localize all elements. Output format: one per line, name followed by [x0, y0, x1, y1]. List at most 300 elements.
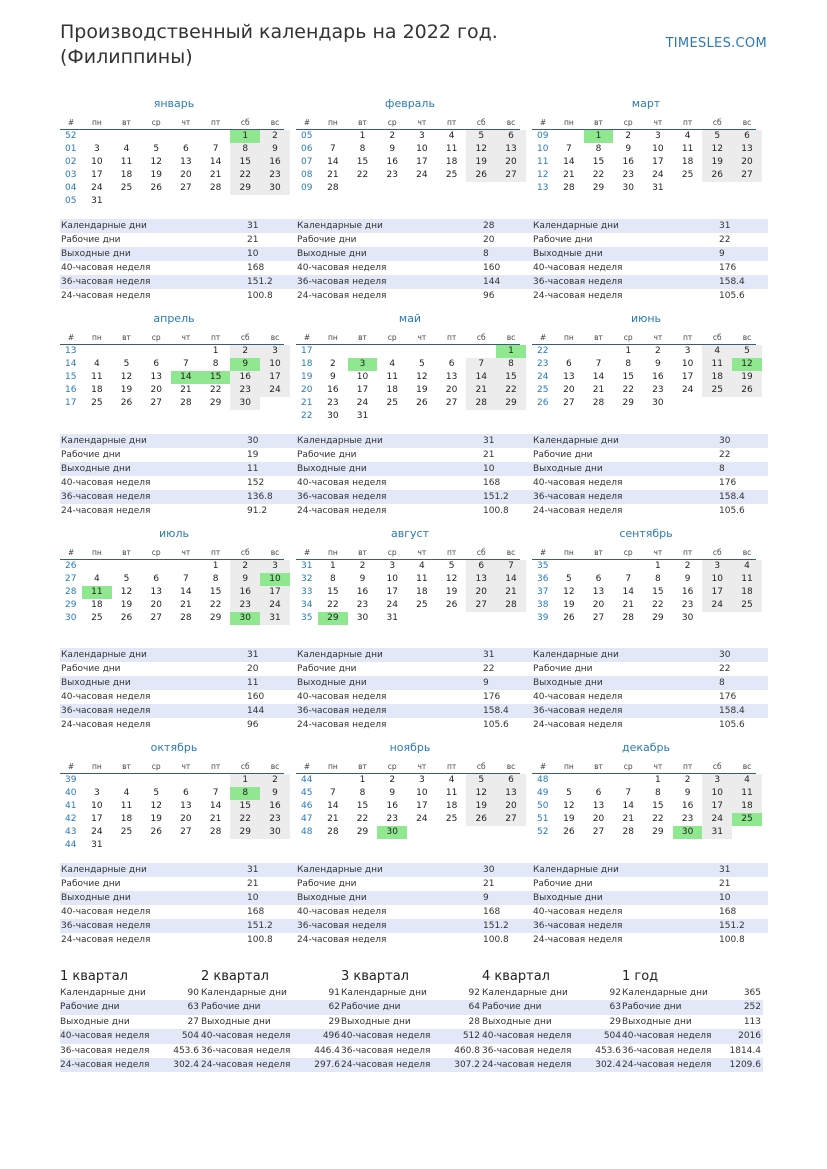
month-name: июль — [159, 527, 189, 540]
weekday-label: пт — [210, 761, 221, 771]
stat-value: 504 — [181, 1031, 199, 1042]
day-cell — [437, 612, 467, 625]
month-name: июнь — [630, 312, 662, 325]
day-cell: 15 — [652, 587, 664, 597]
stat-row — [341, 1044, 482, 1058]
weekday-label: пн — [91, 332, 102, 342]
day-cell: 24 — [260, 384, 290, 397]
stat-label: 36-часовая неделя — [61, 277, 151, 287]
weekday-label: # — [539, 761, 547, 771]
weekday-label: вт — [122, 547, 131, 557]
day-cell: 9 — [260, 787, 290, 800]
stat-value: 9 — [483, 893, 489, 903]
weekday-header — [60, 759, 284, 774]
day-cell: 14 — [622, 801, 634, 811]
stat-label: 40-часовая неделя — [61, 692, 151, 702]
weekday-label: чт — [417, 761, 427, 771]
month-stats — [296, 648, 532, 732]
day-cell: 14 — [180, 587, 192, 597]
week-row — [60, 195, 284, 208]
day-cell: 13 — [592, 801, 605, 811]
week-number: 44 — [65, 840, 77, 850]
day-cell: 15 — [327, 587, 339, 597]
weekday-label: вс — [506, 117, 516, 127]
stat-label: Рабочие дни — [341, 1002, 401, 1013]
weekday-label: ср — [623, 117, 633, 127]
weekday-header — [532, 330, 756, 345]
week-number: 16 — [65, 385, 77, 395]
week-row — [60, 371, 284, 384]
day-cell: 31 — [652, 183, 664, 193]
day-cell: 26 — [466, 813, 496, 826]
weekday-label: пн — [563, 547, 574, 557]
holiday-cell: 14 — [171, 371, 201, 384]
week-number: 33 — [301, 587, 313, 597]
week-number: 27 — [65, 574, 77, 584]
day-cell: 2 — [329, 359, 336, 369]
week-row — [296, 774, 520, 787]
week-row — [296, 130, 520, 143]
day-cell: 6 — [153, 574, 160, 584]
week-row — [532, 371, 756, 384]
weekday-label: пн — [327, 117, 338, 127]
week-row — [296, 826, 520, 839]
stat-value: 302.4 — [173, 1059, 199, 1070]
day-cell: 2 — [684, 775, 691, 785]
day-cell: 13 — [445, 372, 458, 382]
week-number: 24 — [537, 372, 549, 382]
quarter-table — [482, 986, 623, 1072]
weekday-label: ср — [151, 332, 161, 342]
day-cell: 18 — [702, 371, 732, 384]
stat-row — [60, 1044, 201, 1058]
day-cell: 29 — [652, 827, 664, 837]
stat-label: Рабочие дни — [61, 664, 121, 674]
stat-label: 40-часовая неделя — [297, 692, 387, 702]
stat-row — [482, 1044, 623, 1058]
day-cell: 5 — [123, 574, 130, 584]
stat-value: 307.2 — [454, 1059, 480, 1070]
day-cell: 29 — [496, 397, 526, 410]
day-cell: 3 — [419, 131, 425, 141]
stat-row — [60, 919, 296, 933]
day-cell: 13 — [496, 787, 526, 800]
stat-label: Календарные дни — [297, 650, 383, 660]
week-number: 22 — [301, 411, 313, 421]
day-cell: 28 — [327, 183, 339, 193]
stat-value: 30 — [719, 650, 731, 660]
week-number: 20 — [301, 385, 313, 395]
weekday-label: вт — [594, 117, 603, 127]
day-cell: 17 — [91, 170, 103, 180]
stat-value: 168 — [719, 907, 737, 917]
week-row — [532, 182, 756, 195]
stat-value: 21 — [483, 450, 495, 460]
week-row — [532, 358, 756, 371]
stat-value: 92 — [468, 988, 480, 998]
day-cell: 15 — [592, 157, 605, 167]
month-name: январь — [153, 97, 195, 110]
stat-row — [296, 275, 532, 289]
weekday-label: ср — [387, 117, 397, 127]
day-cell — [141, 839, 171, 852]
weekday-label: сб — [476, 117, 486, 127]
day-cell: 11 — [120, 801, 133, 811]
stat-value: 176 — [719, 692, 737, 702]
holiday-cell: 25 — [732, 813, 762, 826]
page-title — [60, 20, 580, 70]
week-number: 39 — [65, 775, 77, 785]
day-cell: 7 — [625, 574, 632, 584]
stat-label: 24-часовая неделя — [533, 291, 623, 301]
week-row — [60, 612, 284, 625]
stat-row — [622, 1029, 763, 1043]
weekday-label: чт — [417, 547, 427, 557]
day-cell: 24 — [91, 827, 103, 837]
stat-value: 446.4 — [314, 1045, 340, 1056]
week-number: 30 — [65, 613, 77, 623]
weekday-label: сб — [476, 761, 486, 771]
stat-row — [296, 289, 532, 303]
stat-row — [296, 434, 532, 448]
stat-value: 113 — [743, 1016, 761, 1027]
stat-value: 30 — [483, 865, 495, 875]
day-cell: 19 — [445, 587, 458, 597]
weekday-label: пт — [446, 117, 457, 127]
stat-label: 24-часовая неделя — [61, 506, 151, 516]
day-cell: 28 — [327, 827, 339, 837]
stat-value: 96 — [247, 720, 259, 730]
holiday-cell: 1 — [584, 130, 614, 143]
site-logo[interactable]: TIMESLES.COM — [665, 36, 767, 51]
stat-label: 40-часовая неделя — [60, 1031, 150, 1042]
weekday-label: # — [303, 332, 311, 342]
day-cell: 28 — [466, 397, 496, 410]
holiday-cell: 12 — [732, 358, 762, 371]
month-block — [532, 527, 756, 625]
day-cell: 25 — [416, 600, 428, 610]
day-cell: 29 — [592, 183, 605, 193]
day-cell: 28 — [563, 183, 575, 193]
stat-label: Рабочие дни — [297, 235, 357, 245]
stat-value: 100.8 — [719, 935, 745, 945]
holiday-cell: 29 — [318, 612, 348, 625]
week-row — [296, 800, 520, 813]
stat-label: 40-часовая неделя — [297, 263, 387, 273]
day-cell: 16 — [260, 800, 290, 813]
stat-label: Календарные дни — [61, 221, 147, 231]
month-stats — [532, 219, 768, 303]
day-cell: 2 — [625, 131, 632, 141]
day-cell: 28 — [622, 613, 634, 623]
day-cell: 20 — [466, 586, 496, 599]
day-cell: 10 — [91, 157, 103, 167]
day-cell: 12 — [702, 143, 732, 156]
stat-row — [296, 704, 532, 718]
day-cell: 9 — [655, 359, 661, 369]
day-cell: 30 — [260, 182, 290, 195]
stat-value: 22 — [719, 664, 731, 674]
stat-label: 40-часовая неделя — [297, 907, 387, 917]
day-cell — [466, 182, 496, 195]
day-cell: 12 — [445, 574, 458, 584]
day-cell: 18 — [386, 385, 398, 395]
week-number: 02 — [65, 157, 77, 167]
stat-value: 2016 — [738, 1031, 761, 1042]
stat-row — [482, 1000, 623, 1014]
day-cell: 6 — [448, 359, 455, 369]
weekday-label: # — [303, 761, 311, 771]
day-cell: 12 — [466, 787, 496, 800]
day-cell — [466, 826, 496, 839]
stat-label: Рабочие дни — [297, 450, 357, 460]
day-cell: 1 — [230, 774, 260, 787]
day-cell: 27 — [180, 827, 192, 837]
stat-row — [201, 1000, 342, 1014]
day-cell: 19 — [466, 800, 496, 813]
stat-row — [482, 1058, 623, 1072]
stat-row — [60, 219, 296, 233]
week-row — [532, 800, 756, 813]
month-block — [532, 741, 756, 839]
month-block — [60, 527, 284, 625]
day-cell: 11 — [445, 788, 458, 798]
month-stats — [60, 219, 296, 303]
holiday-cell: 1 — [496, 345, 526, 358]
stat-label: 40-часовая неделя — [61, 907, 151, 917]
day-cell: 18 — [445, 801, 458, 811]
stat-label: Календарные дни — [533, 650, 619, 660]
day-cell: 4 — [732, 774, 762, 787]
week-number: 39 — [537, 613, 549, 623]
title-line-2: (Филиппины) — [60, 46, 193, 68]
stat-row — [622, 1044, 763, 1058]
day-cell: 18 — [732, 586, 762, 599]
day-cell: 23 — [230, 599, 260, 612]
stat-row — [532, 704, 768, 718]
day-cell: 3 — [93, 788, 100, 798]
stat-row — [296, 233, 532, 247]
day-cell: 19 — [150, 814, 162, 824]
stat-row — [296, 863, 532, 877]
stat-value: 158.4 — [719, 492, 745, 502]
month-block — [296, 527, 520, 625]
day-cell: 15 — [622, 372, 634, 382]
day-cell: 21 — [622, 600, 634, 610]
day-cell: 14 — [327, 801, 339, 811]
day-cell: 25 — [445, 814, 458, 824]
day-cell: 7 — [212, 144, 219, 154]
stat-label: 36-часовая неделя — [533, 706, 623, 716]
stat-value: 176 — [483, 692, 501, 702]
day-cell: 9 — [684, 574, 691, 584]
stat-value: 453.6 — [595, 1045, 621, 1056]
day-cell: 15 — [652, 801, 664, 811]
stat-value: 28 — [483, 221, 495, 231]
day-cell: 4 — [732, 560, 762, 573]
stat-value: 453.6 — [173, 1045, 199, 1056]
day-cell: 18 — [416, 587, 428, 597]
stat-label: Выходные дни — [61, 249, 131, 259]
stat-value: 10 — [719, 893, 731, 903]
stat-row — [622, 1015, 763, 1029]
week-row — [296, 371, 520, 384]
stat-row — [532, 233, 768, 247]
day-cell: 20 — [496, 800, 526, 813]
stat-row — [60, 233, 296, 247]
day-cell: 26 — [416, 398, 428, 408]
stat-row — [60, 289, 296, 303]
weekday-label: # — [539, 332, 547, 342]
day-cell: 30 — [327, 411, 339, 421]
weekday-label: чт — [417, 117, 427, 127]
day-cell: 31 — [91, 840, 103, 850]
weekday-label: чт — [653, 117, 663, 127]
day-cell — [407, 612, 437, 625]
day-cell: 21 — [592, 385, 605, 395]
day-cell: 18 — [445, 157, 458, 167]
stat-label: Выходные дни — [533, 678, 603, 688]
weekday-label: сб — [476, 547, 486, 557]
week-row — [532, 156, 756, 169]
day-cell: 26 — [563, 827, 575, 837]
stat-row — [532, 275, 768, 289]
day-cell — [702, 182, 732, 195]
day-cell: 20 — [592, 814, 605, 824]
day-cell: 19 — [120, 385, 133, 395]
stat-label: 36-часовая неделя — [61, 921, 151, 931]
day-cell: 2 — [389, 131, 396, 141]
week-row — [532, 169, 756, 182]
week-row — [296, 612, 520, 625]
weekday-label: сб — [240, 332, 250, 342]
day-cell — [201, 774, 231, 787]
day-cell: 3 — [684, 346, 691, 356]
day-cell: 15 — [230, 156, 260, 169]
stat-row — [60, 1000, 201, 1014]
stat-row — [296, 462, 532, 476]
stat-value: 168 — [483, 907, 501, 917]
day-cell: 27 — [150, 613, 162, 623]
day-cell: 11 — [120, 157, 133, 167]
day-cell — [377, 182, 407, 195]
day-cell: 11 — [681, 144, 694, 154]
day-cell: 27 — [732, 169, 762, 182]
day-cell — [201, 130, 231, 143]
day-cell: 20 — [180, 170, 192, 180]
weekday-label: # — [539, 547, 547, 557]
day-cell: 16 — [386, 801, 398, 811]
stat-label: 36-часовая неделя — [341, 1045, 431, 1056]
week-number: 25 — [537, 385, 549, 395]
day-cell: 12 — [150, 157, 162, 167]
day-cell: 17 — [91, 814, 103, 824]
stat-row — [201, 1029, 342, 1043]
day-cell: 21 — [466, 384, 496, 397]
day-cell: 11 — [732, 787, 762, 800]
weekday-label: вс — [742, 117, 752, 127]
stat-value: 144 — [483, 277, 501, 287]
week-number: 50 — [537, 801, 549, 811]
week-row — [296, 384, 520, 397]
weekday-label: пн — [327, 332, 338, 342]
day-cell: 19 — [150, 170, 162, 180]
day-cell: 25 — [386, 398, 398, 408]
weekday-label: ср — [387, 332, 397, 342]
day-cell: 5 — [732, 345, 762, 358]
weekday-label: сб — [712, 117, 722, 127]
stat-label: 40-часовая неделя — [297, 478, 387, 488]
stat-row — [60, 261, 296, 275]
weekday-label: пт — [682, 547, 693, 557]
week-row — [296, 182, 520, 195]
day-cell — [584, 560, 614, 573]
week-number: 37 — [537, 587, 549, 597]
week-row — [532, 787, 756, 800]
month-stats — [60, 648, 296, 732]
weekday-label: пт — [446, 761, 457, 771]
day-cell: 1 — [655, 561, 661, 571]
day-cell: 9 — [389, 788, 396, 798]
stat-row — [532, 476, 768, 490]
stat-row — [296, 476, 532, 490]
stat-row — [341, 1015, 482, 1029]
day-cell — [437, 182, 467, 195]
weekday-label: вт — [594, 761, 603, 771]
day-cell: 22 — [622, 385, 634, 395]
day-cell: 3 — [419, 775, 425, 785]
day-cell: 21 — [209, 814, 222, 824]
day-cell: 23 — [327, 398, 339, 408]
day-cell: 30 — [230, 397, 260, 410]
day-cell — [554, 774, 584, 787]
holiday-cell: 11 — [82, 586, 112, 599]
day-cell: 5 — [565, 574, 572, 584]
day-cell: 24 — [702, 813, 732, 826]
stat-row — [60, 1029, 201, 1043]
weekday-label: вс — [742, 332, 752, 342]
day-cell: 14 — [622, 587, 634, 597]
day-cell: 16 — [681, 801, 694, 811]
stat-value: 176 — [719, 263, 737, 273]
day-cell: 10 — [416, 788, 428, 798]
weekday-label: пн — [327, 761, 338, 771]
day-cell: 12 — [466, 143, 496, 156]
holiday-cell: 15 — [201, 371, 231, 384]
month-name: апрель — [153, 312, 195, 325]
weekday-label: ср — [623, 332, 633, 342]
week-number: 52 — [65, 131, 77, 141]
day-cell: 29 — [622, 398, 634, 408]
stat-row — [60, 247, 296, 261]
day-cell: 23 — [622, 170, 634, 180]
day-cell — [407, 410, 437, 423]
day-cell: 20 — [445, 385, 458, 395]
stat-label: 40-часовая неделя — [533, 263, 623, 273]
weekday-label: # — [67, 332, 75, 342]
day-cell: 11 — [386, 372, 398, 382]
stat-row — [532, 919, 768, 933]
stat-label: Календарные дни — [533, 221, 619, 231]
day-cell: 18 — [732, 800, 762, 813]
stat-value: 168 — [247, 907, 265, 917]
week-number: 15 — [65, 372, 77, 382]
day-cell: 26 — [120, 398, 133, 408]
stat-value: 62 — [328, 1002, 340, 1013]
day-cell: 7 — [329, 144, 336, 154]
stat-label: 24-часовая неделя — [482, 1059, 572, 1070]
stat-row — [201, 1058, 342, 1072]
